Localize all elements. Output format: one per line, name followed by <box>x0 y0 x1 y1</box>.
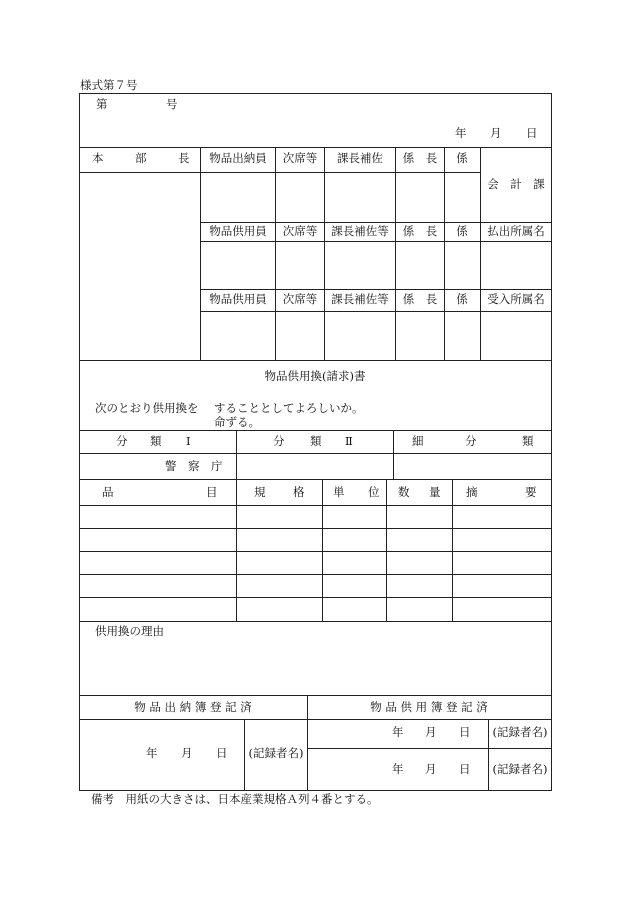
items-header-char: 摘 <box>466 485 478 499</box>
divider <box>79 172 200 173</box>
ledger-right-header: 物 品 供 用 簿 登 記 済 <box>370 700 488 714</box>
ledger-right-month-2: 月 <box>425 762 437 776</box>
approval-header-cell: 物品出納員 <box>209 151 267 165</box>
ledger-left-recorder: (記録者名) <box>248 746 304 760</box>
ledger-right-year-2: 年 <box>392 762 404 776</box>
approval-header-cell: 課長補佐等 <box>331 224 389 238</box>
divider <box>488 719 489 790</box>
outer-border-left <box>79 93 80 790</box>
divider <box>200 147 201 360</box>
divider <box>79 574 552 575</box>
items-header-char: 規 <box>254 485 266 499</box>
approval-header-cell: 係 長 <box>402 151 438 165</box>
divider <box>200 311 552 312</box>
divider <box>244 719 245 790</box>
divider <box>393 430 394 479</box>
date-year: 年 <box>455 126 467 140</box>
divider <box>79 621 552 622</box>
ledger-right-month-1: 月 <box>425 725 437 739</box>
divider <box>79 430 552 431</box>
ledger-left-month: 月 <box>181 746 193 760</box>
date-day: 日 <box>526 126 538 140</box>
approval-header-cell: 次席等 <box>282 151 318 165</box>
divider <box>200 222 552 223</box>
approval-header-cell: 物品供用員 <box>209 292 267 306</box>
divider <box>79 528 552 529</box>
footnote: 備考 用紙の大きさは、日本産業規格Ａ列４番とする。 <box>91 792 379 806</box>
approval-header-cell: 次席等 <box>282 292 318 306</box>
items-header-char: 数 <box>398 485 410 499</box>
class-header-char: 分 <box>465 434 477 448</box>
honbucho-char: 部 <box>135 151 147 165</box>
approval-header-cell: 課長補佐等 <box>331 292 389 306</box>
class-header-char: Ⅱ <box>345 434 353 448</box>
class-header-char: Ⅰ <box>186 434 191 448</box>
ledger-left-header: 物 品 出 納 簿 登 記 済 <box>134 700 252 714</box>
ledger-right-recorder-1: (記録者名) <box>492 725 548 739</box>
divider <box>395 147 396 360</box>
date-month: 月 <box>490 126 502 140</box>
approval-header-cell: 次席等 <box>282 224 318 238</box>
honbucho-char: 長 <box>178 151 190 165</box>
reason-label: 供用換の理由 <box>95 624 164 638</box>
approval-header-cell: 課長補佐 <box>337 151 383 165</box>
class-header-char: 細 <box>412 434 424 448</box>
divider <box>79 505 552 506</box>
divider <box>322 479 323 621</box>
divider <box>386 479 387 621</box>
divider <box>275 147 276 360</box>
outer-border-top <box>79 93 552 94</box>
items-header-char: 量 <box>429 485 441 499</box>
divider <box>79 695 552 696</box>
items-header-char: 品 <box>102 485 114 499</box>
receiving-unit-label: 受入所属名 <box>487 292 545 306</box>
divider <box>307 748 552 749</box>
approval-header-cell: 係 <box>456 292 468 306</box>
divider <box>444 147 445 360</box>
divider <box>236 430 237 479</box>
form-title: 物品供用換(請求)書 <box>264 369 366 383</box>
class1-value: 警 察 庁 <box>165 459 223 473</box>
ledger-right-day-1: 日 <box>459 725 471 739</box>
divider <box>79 479 552 480</box>
number-suffix: 号 <box>166 97 178 111</box>
statement-option-order: 命ずる。 <box>214 415 260 429</box>
honbucho-char: 本 <box>92 151 104 165</box>
form-number-label: 様式第７号 <box>80 78 138 92</box>
statement-option-request: することとしてよろしいか。 <box>214 401 364 415</box>
divider <box>324 147 325 360</box>
divider <box>200 172 480 173</box>
outer-border-bottom <box>79 790 552 791</box>
class-header-char: 類 <box>310 434 322 448</box>
ledger-right-recorder-2: (記録者名) <box>492 762 548 776</box>
items-header-char: 位 <box>368 485 380 499</box>
ledger-right-year-1: 年 <box>392 725 404 739</box>
statement-prefix: 次のとおり供用換を <box>95 401 199 415</box>
class-header-char: 分 <box>273 434 285 448</box>
divider <box>307 695 308 790</box>
approval-header-cell: 係 <box>456 224 468 238</box>
accounting-section-label: 会 計 課 <box>487 177 545 191</box>
divider <box>79 453 552 454</box>
divider <box>236 479 237 621</box>
divider <box>200 289 552 290</box>
approval-header-cell: 係 長 <box>402 292 438 306</box>
ledger-left-year: 年 <box>146 746 158 760</box>
class-header-char: 類 <box>522 434 534 448</box>
ledger-left-day: 日 <box>216 746 228 760</box>
issuing-unit-label: 払出所属名 <box>487 224 545 238</box>
items-header-char: 格 <box>293 485 305 499</box>
ledger-right-day-2: 日 <box>459 762 471 776</box>
approval-header-cell: 係 <box>456 151 468 165</box>
divider <box>480 147 481 360</box>
approval-header-cell: 係 長 <box>402 224 438 238</box>
divider <box>79 597 552 598</box>
divider <box>79 719 552 720</box>
class-header-char: 類 <box>150 434 162 448</box>
items-header-char: 単 <box>333 485 345 499</box>
items-header-char: 目 <box>206 485 218 499</box>
number-prefix: 第 <box>96 97 108 111</box>
approval-header-cell: 物品供用員 <box>209 224 267 238</box>
items-header-char: 要 <box>525 485 537 499</box>
divider <box>452 479 453 621</box>
divider <box>200 241 552 242</box>
divider <box>79 147 552 148</box>
divider <box>79 360 552 361</box>
divider <box>79 551 552 552</box>
class-header-char: 分 <box>116 434 128 448</box>
outer-border-right <box>551 93 552 790</box>
